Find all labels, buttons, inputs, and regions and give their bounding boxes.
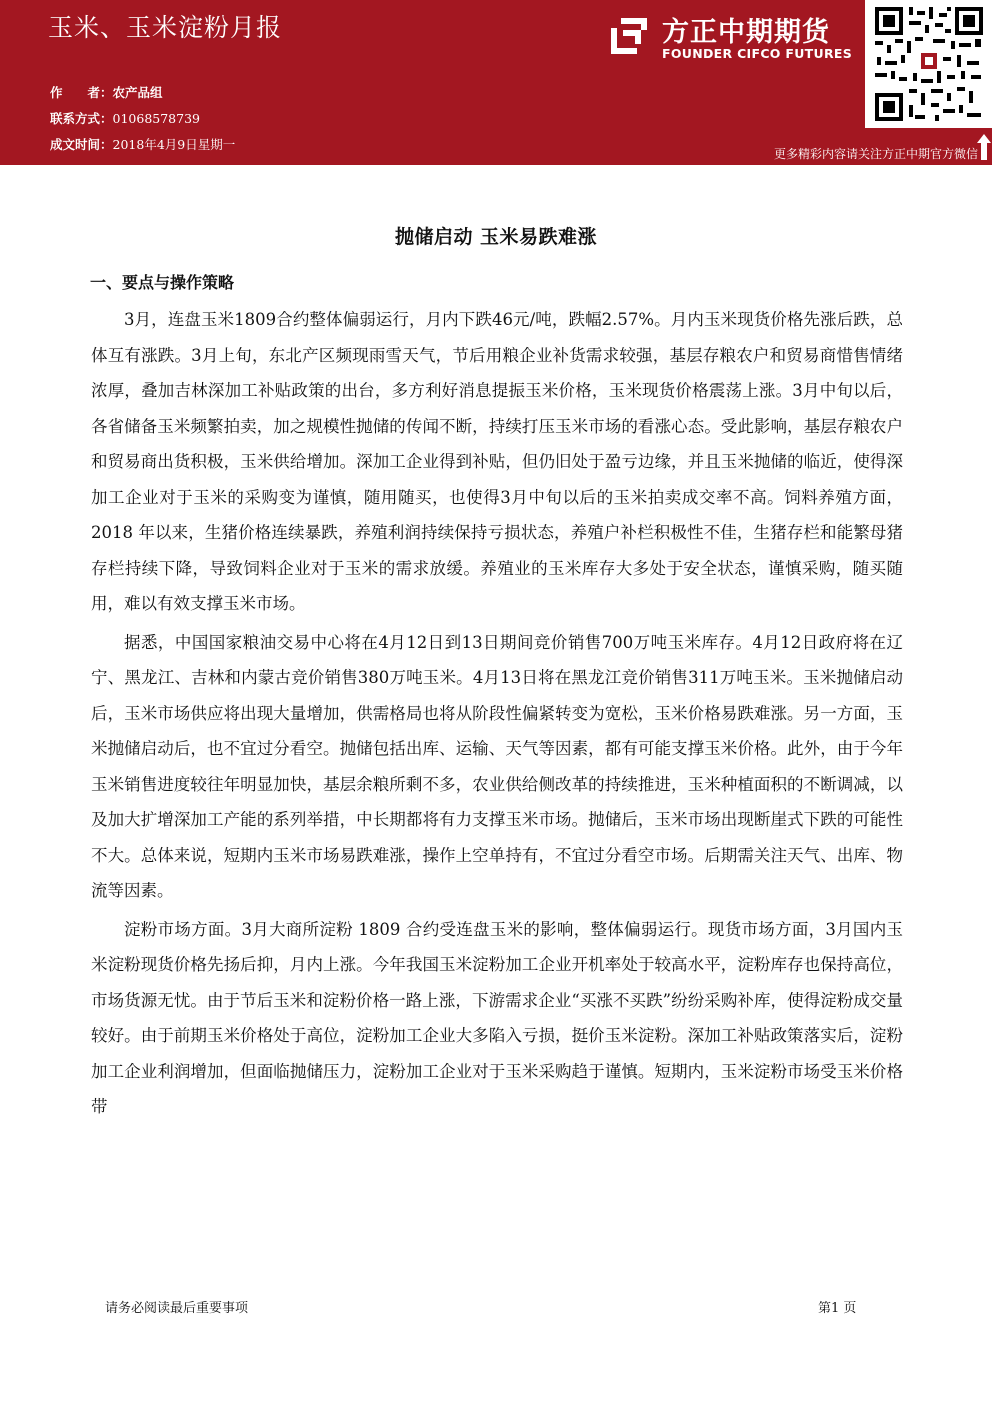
section-heading: 一、要点与操作策略 xyxy=(90,273,235,292)
footer-disclaimer-notice: 请务必阅读最后重要事项 xyxy=(105,1301,249,1316)
body-paragraph: 淀粉市场方面。3月大商所淀粉 1809 合约受连盘玉米的影响，整体偏弱运行。现货市场方面，3月国内玉米淀粉现货价格先扬后抑，月内上涨。今年我国玉米淀粉加工企业开机率处于较高水平，淀粉库存也保持高位，市场货源无忧。由于节后玉米和淀粉价格一路上涨，下游需求企业“买涨不买跌”纷纷采购补库，使得淀粉成交量较好。由于前期玉米价格处于高位，淀粉加工企业大多陷入亏损，挺价玉米淀粉。深加工补贴政策落实后，淀粉加工企业利润增加，但面临抛储压力，淀粉加工企业对于玉米采购趋于谨慎。短期内，玉米淀粉市场受玉米价格带 xyxy=(91,919,903,1116)
author-row xyxy=(50,80,235,106)
logo-english-name: FOUNDER CIFCO FUTURES xyxy=(662,46,853,61)
date-row xyxy=(50,132,235,158)
contact-row xyxy=(50,106,235,132)
report-header-banner xyxy=(0,0,992,165)
arrow-up-icon xyxy=(977,134,991,160)
follow-wechat-notice: 更多精彩内容请关注方正中期官方微信 xyxy=(773,147,978,161)
contact-label: 联系方式： xyxy=(50,111,113,126)
date-value: 2018年4月9日星期一 xyxy=(112,137,236,152)
date-label: 成文时间： xyxy=(50,137,113,152)
report-meta xyxy=(50,80,235,158)
logo-mark-icon xyxy=(607,14,651,58)
article-title: 抛储启动 玉米易跌难涨 xyxy=(394,226,598,248)
company-logo xyxy=(607,8,862,64)
contact-value: 01068578739 xyxy=(112,111,200,126)
author-label: 作 者： xyxy=(50,85,113,100)
qr-code-icon xyxy=(873,5,985,123)
author-value: 农产品组 xyxy=(112,85,163,100)
body-paragraph: 3月，连盘玉米1809合约整体偏弱运行，月内下跌46元/吨，跌幅2.57%。月内玉米现货价格先涨后跌，总体互有涨跌。3月上旬，东北产区频现雨雪天气，节后用粮企业补货需求较强，基层存粮农户和贸易商惜售情绪浓厚，叠加吉林深加工补贴政策的出台，多方利好消息提振玉米价格，玉米现货价格震荡上涨。3月中旬以后，各省储备玉米频繁拍卖，加之规模性抛储的传闻不断，持续打压玉米市场的看涨心态。受此影响，基层存粮农户和贸易商出货积极，玉米供给增加。深加工企业得到补贴，但仍旧处于盈亏边缘，并且玉米抛储的临近，使得深加工企业对于玉米的采购变为谨慎，随用随买，也使得3月中旬以后的玉米拍卖成交率不高。饲料养殖方面，2018 年以来，生猪价格连续暴跌，养殖利润持续保持亏损状态，养殖户补栏积极性不佳，生猪存栏和能繁母猪存栏持续下降，导致饲料企业对于玉米的需求放缓。养殖业的玉米库存大多处于安全状态，谨慎采购，随买随用，难以有效支撑玉米市场。 xyxy=(91,310,903,613)
logo-chinese-name: 方正中期期货 xyxy=(662,17,830,48)
article-body xyxy=(91,302,903,1128)
report-title: 玉米、玉米淀粉月报 xyxy=(48,13,283,42)
body-paragraph: 据悉，中国国家粮油交易中心将在4月12日到13日期间竞价销售700万吨玉米库存。4月12日政府将在辽宁、黑龙江、吉林和内蒙古竞价销售380万吨玉米。4月13日将在黑龙江竞价销售311万吨玉米。玉米抛储启动后，玉米市场供应将出现大量增加，供需格局也将从阶段性偏紧转变为宽松，玉米价格易跌难涨。另一方面，玉米抛储启动后，也不宜过分看空。抛储包括出库、运输、天气等因素，都有可能支撑玉米价格。此外，由于今年玉米销售进度较往年明显加快，基层余粮所剩不多，农业供给侧改革的持续推进，玉米种植面积的不断调减，以及加大扩增深加工产能的系列举措，中长期都将有力支撑玉米市场。抛储后，玉米市场出现断崖式下跌的可能性不大。总体来说，短期内玉米市场易跌难涨，操作上空单持有，不宜过分看空市场。后期需关注天气、出库、物流等因素。 xyxy=(91,632,903,900)
wechat-qr-code xyxy=(865,0,992,128)
page-number: 第1 页 xyxy=(818,1301,857,1316)
